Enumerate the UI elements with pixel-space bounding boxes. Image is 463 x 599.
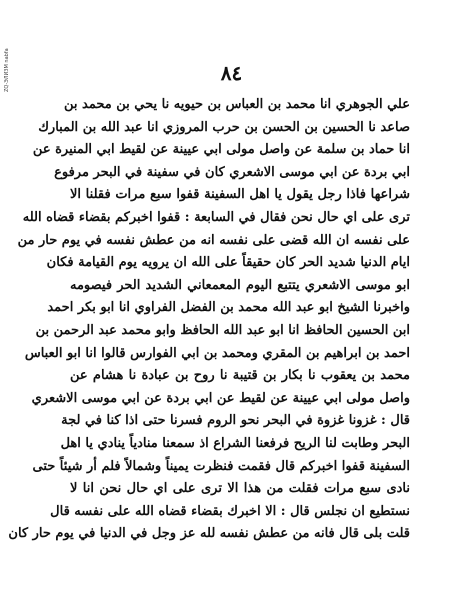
text-line: قلت بلى قال فانه من عطش نفسه لله عز وجل في الدنيا في يوم حار كان: [8, 526, 410, 542]
text-line: ابن الحسين الحافظ انا ابو عبد الله الحافظ وابو محمد عبد الرحمن بن: [35, 322, 410, 338]
margin-stamp: ZQ-ЭЛИЗМ nabfa: [4, 48, 10, 92]
text-line: واصل مولى ابي عيينة عن لقيط عن ابي بردة عن ابي موسى الاشعري: [31, 390, 410, 406]
text-line: ايام الدنيا شديد الحر كان حقيقاً على الله ان يرويه يوم القيامة فكان: [46, 255, 410, 271]
text-line: ابو موسى الاشعري يتتبع اليوم المعمعاني الشديد الحر فيصومه: [70, 277, 410, 293]
text-line: نستطيع ان نجلس قال : الا اخبرك بقضاء قضاه الله على نفسه قال: [50, 503, 410, 519]
text-line: ابي بردة عن ابي موسى الاشعري كان في سفينة في البحر مرفوع: [54, 164, 410, 180]
text-body: [8, 94, 410, 546]
text-line: السفينة قفوا اخبركم قال فقمت فنظرت يميناً وشمالاً فلم أر شيئاً حتى: [32, 458, 410, 474]
text-line: انا حماد بن سلمة عن واصل مولى ابي عيينة عن لقيط ابي المنيرة عن: [32, 142, 410, 158]
text-line: محمد بن يعقوب نا بكار بن قتيبة نا روح بن عبادة نا هشام عن: [70, 368, 410, 384]
text-line: علي الجوهري انا محمد بن العباس بن حيويه نا يحي بن محمد بن: [63, 97, 410, 112]
text-line: البحر وطابت لنا الريح فرفعنا الشراع اذ سمعنا منادياً ينادي يا اهل: [60, 435, 410, 451]
text-line: نادى سبع مرات فقلت من هذا الا ترى على اي حال نحن انا لا: [70, 481, 410, 497]
text-line: ترى على اي حال نحن فقال في السابعة : قفوا اخبركم بقضاء قضاه الله: [22, 209, 410, 225]
text-line: على نفسه ان الله قضى على نفسه انه من عطش نفسه في يوم حار من: [17, 232, 410, 248]
page-number: ٨٤: [220, 61, 243, 85]
text-line: صاعد نا الحسين بن الحسن بن حرب المروزي انا عبد الله بن المبارك: [38, 119, 410, 135]
text-line: شراعها فاذا رجل يقول يا اهل السفينة قفوا سبع مرات فقلنا الا: [70, 187, 410, 203]
text-line: احمد بن ابراهيم بن المقري ومحمد بن ابي الفوارس قالوا انا ابو العباس: [24, 345, 410, 361]
text-line: قال : غزونا غزوة في البحر نحو الروم فسرنا حتى اذا كنا في لجة: [61, 413, 410, 429]
text-line: واخبرنا الشيخ ابو عبد الله محمد بن الفضل الفراوي انا ابو بكر احمد: [47, 300, 410, 316]
